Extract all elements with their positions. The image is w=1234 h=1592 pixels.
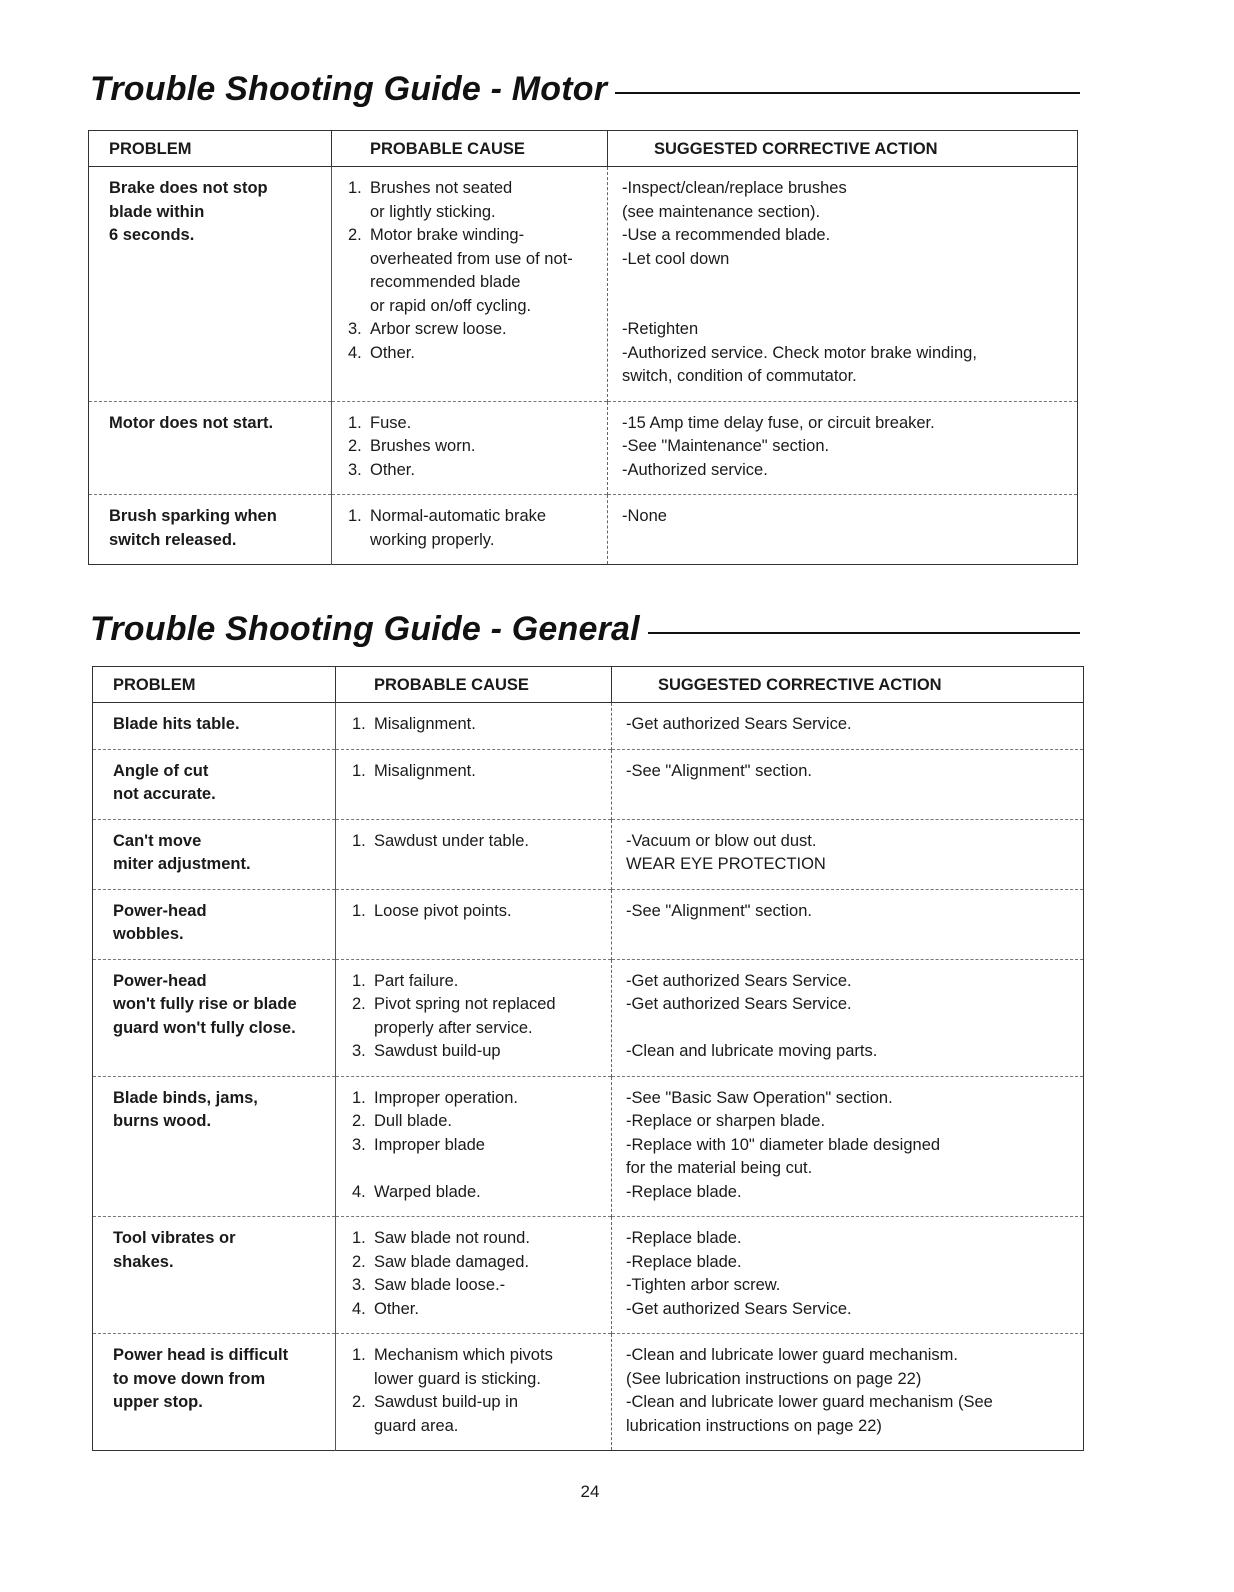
problem-cell bbox=[93, 819, 336, 889]
problem-cell bbox=[93, 1334, 336, 1451]
general-troubleshooting-table bbox=[92, 666, 1084, 1451]
cause-number: 3. bbox=[348, 320, 362, 338]
cause-text: Motor brake winding- bbox=[370, 226, 525, 244]
action-cell bbox=[612, 1076, 1084, 1217]
general-section-title bbox=[90, 610, 1080, 649]
action-text: -Retighten bbox=[622, 320, 699, 338]
action-text: -Get authorized Sears Service. bbox=[626, 995, 852, 1013]
problem-cell bbox=[89, 495, 332, 565]
action-text: -Get authorized Sears Service. bbox=[626, 715, 852, 733]
problem-text: switch released. bbox=[109, 530, 237, 549]
action-text: -See "Alignment" section. bbox=[626, 761, 812, 780]
problem-cell bbox=[93, 749, 336, 819]
cause-text: Other. bbox=[370, 343, 415, 362]
action-text: -Replace or sharpen blade. bbox=[626, 1112, 826, 1130]
cause-text: recommended blade bbox=[370, 273, 521, 291]
problem-cell bbox=[93, 703, 336, 750]
action-text bbox=[622, 295, 1071, 319]
cause-number: 1. bbox=[352, 715, 366, 733]
action-cell bbox=[612, 749, 1084, 819]
cause-number: 1. bbox=[348, 179, 362, 197]
table-row bbox=[93, 819, 1084, 889]
cause-item bbox=[352, 1227, 605, 1251]
table-row bbox=[93, 1076, 1084, 1217]
cause-cell bbox=[336, 1217, 612, 1334]
cause-text: Loose pivot points. bbox=[374, 901, 512, 920]
general-title-text: Trouble Shooting Guide - General bbox=[90, 610, 640, 648]
cause-text: Misalignment. bbox=[374, 761, 476, 780]
cause-item bbox=[352, 1391, 605, 1415]
title-rule bbox=[615, 92, 1080, 94]
problem-text: Blade binds, jams, bbox=[113, 1088, 258, 1107]
problem-text: upper stop. bbox=[113, 1393, 203, 1411]
action-text: for the material being cut. bbox=[626, 1159, 813, 1177]
action-text: -Let cool down bbox=[622, 249, 730, 268]
cause-text: working properly. bbox=[370, 530, 495, 549]
cause-item bbox=[352, 1087, 605, 1111]
cause-number: 2. bbox=[352, 1112, 366, 1130]
table-row bbox=[93, 749, 1084, 819]
action-text: -Clean and lubricate moving parts. bbox=[626, 1042, 878, 1060]
cause-number: 1. bbox=[348, 507, 362, 525]
problem-text: guard won't fully close. bbox=[113, 1018, 296, 1037]
problem-text: Power head is difficult bbox=[113, 1346, 289, 1364]
header-problem: PROBLEM bbox=[93, 667, 336, 703]
cause-item bbox=[352, 993, 605, 1017]
action-text: -15 Amp time delay fuse, or circuit breaker. bbox=[622, 413, 935, 432]
header-corrective-action: SUGGESTED CORRECTIVE ACTION bbox=[608, 131, 1078, 167]
cause-number: 1. bbox=[352, 831, 366, 850]
header-problem: PROBLEM bbox=[89, 131, 332, 167]
cause-item bbox=[352, 970, 605, 994]
action-text: lubrication instructions on page 22) bbox=[626, 1416, 882, 1435]
action-text: -See "Basic Saw Operation" section. bbox=[626, 1088, 893, 1107]
cause-item bbox=[352, 1274, 605, 1298]
cause-text: Part failure. bbox=[374, 971, 459, 990]
cause-number: 1. bbox=[352, 1088, 366, 1107]
table-row bbox=[93, 703, 1084, 750]
action-text: switch, condition of commutator. bbox=[622, 367, 857, 385]
problem-text: miter adjustment. bbox=[113, 855, 251, 873]
action-text: -See "Alignment" section. bbox=[626, 901, 812, 920]
table-row bbox=[89, 401, 1078, 495]
table-row bbox=[93, 1334, 1084, 1451]
cause-number: 3. bbox=[352, 1135, 366, 1154]
header-probable-cause: PROBABLE CAUSE bbox=[336, 667, 612, 703]
action-text: -None bbox=[622, 507, 667, 525]
cause-number: 1. bbox=[348, 413, 362, 432]
title-rule bbox=[648, 632, 1080, 634]
table-row bbox=[89, 167, 1078, 402]
cause-item bbox=[352, 1110, 605, 1134]
page-number: 24 bbox=[580, 1482, 600, 1501]
cause-text: Improper operation. bbox=[374, 1088, 518, 1107]
cause-number: 3. bbox=[352, 1042, 366, 1060]
problem-cell bbox=[93, 1076, 336, 1217]
cause-text: overheated from use of not- bbox=[370, 249, 573, 268]
table-header-row bbox=[89, 131, 1078, 167]
action-text: (see maintenance section). bbox=[622, 202, 821, 221]
cause-item bbox=[348, 177, 601, 201]
general-table-body bbox=[93, 703, 1084, 1451]
cause-number: 3. bbox=[348, 460, 362, 479]
problem-text: Blade hits table. bbox=[113, 715, 240, 733]
problem-text: Power-head bbox=[113, 971, 207, 990]
cause-text: or lightly sticking. bbox=[370, 202, 496, 221]
cause-text: Pivot spring not replaced bbox=[374, 995, 556, 1013]
cause-number: 4. bbox=[348, 343, 362, 362]
problem-text: to move down from bbox=[113, 1369, 266, 1388]
cause-item bbox=[352, 1298, 605, 1322]
cause-item bbox=[352, 1344, 605, 1368]
action-text: -Clean and lubricate lower guard mechanism. bbox=[626, 1346, 958, 1364]
cause-text: guard area. bbox=[374, 1416, 459, 1435]
action-text: -Replace blade. bbox=[626, 1252, 742, 1271]
action-text: -Replace with 10" diameter blade designed bbox=[626, 1135, 941, 1154]
table-row bbox=[93, 959, 1084, 1076]
action-text: -Authorized service. Check motor brake winding, bbox=[622, 343, 977, 362]
cause-number: 2. bbox=[348, 437, 362, 455]
cause-item bbox=[348, 459, 601, 483]
problem-cell bbox=[93, 959, 336, 1076]
cause-item bbox=[348, 505, 601, 529]
problem-text: not accurate. bbox=[113, 785, 216, 803]
header-probable-cause: PROBABLE CAUSE bbox=[332, 131, 608, 167]
cause-item bbox=[348, 342, 601, 366]
action-cell bbox=[612, 1334, 1084, 1451]
cause-text: or rapid on/off cycling. bbox=[370, 296, 532, 315]
cause-cell bbox=[336, 1334, 612, 1451]
cause-number: 1. bbox=[352, 761, 366, 780]
action-text: -Get authorized Sears Service. bbox=[626, 1299, 852, 1318]
problem-text: Motor does not start. bbox=[109, 413, 274, 432]
cause-item bbox=[352, 760, 605, 784]
cause-cell bbox=[336, 819, 612, 889]
action-text: -Authorized service. bbox=[622, 460, 768, 479]
problem-text: Tool vibrates or bbox=[113, 1229, 236, 1247]
action-text: (See lubrication instructions on page 22) bbox=[626, 1369, 922, 1388]
cause-number: 2. bbox=[352, 1393, 366, 1411]
cause-number: 2. bbox=[352, 1252, 366, 1271]
cause-text: Brushes worn. bbox=[370, 437, 476, 455]
action-text: -Use a recommended blade. bbox=[622, 226, 831, 244]
action-text: -See "Maintenance" section. bbox=[622, 437, 830, 455]
cause-text: Warped blade. bbox=[374, 1182, 481, 1201]
cause-text: Saw blade damaged. bbox=[374, 1252, 530, 1271]
motor-table-body bbox=[89, 167, 1078, 565]
cause-number: 4. bbox=[352, 1182, 366, 1201]
table-row bbox=[89, 495, 1078, 565]
action-text bbox=[622, 271, 1071, 295]
action-text: -Tighten arbor screw. bbox=[626, 1276, 781, 1294]
problem-text: Can't move bbox=[113, 831, 202, 850]
action-cell bbox=[608, 401, 1078, 495]
action-cell bbox=[612, 703, 1084, 750]
cause-cell bbox=[336, 959, 612, 1076]
cause-cell bbox=[336, 703, 612, 750]
action-cell bbox=[612, 959, 1084, 1076]
cause-text: Brushes not seated bbox=[370, 179, 513, 197]
cause-text: Improper blade bbox=[374, 1135, 485, 1154]
problem-text: shakes. bbox=[113, 1252, 174, 1271]
action-text: -Inspect/clean/replace brushes bbox=[622, 179, 847, 197]
cause-text: Sawdust under table. bbox=[374, 831, 530, 850]
problem-text: Angle of cut bbox=[113, 761, 209, 780]
cause-text: Sawdust build-up in bbox=[374, 1393, 519, 1411]
action-cell bbox=[608, 495, 1078, 565]
cause-item bbox=[348, 412, 601, 436]
motor-troubleshooting-table bbox=[88, 130, 1078, 565]
cause-text: properly after service. bbox=[374, 1018, 533, 1037]
motor-section-title bbox=[90, 70, 1080, 109]
cause-item bbox=[352, 713, 605, 737]
problem-cell bbox=[93, 889, 336, 959]
cause-text: Mechanism which pivots bbox=[374, 1346, 553, 1364]
problem-cell bbox=[89, 401, 332, 495]
cause-item bbox=[352, 1134, 605, 1158]
action-cell bbox=[612, 819, 1084, 889]
action-text: -Vacuum or blow out dust. bbox=[626, 831, 817, 850]
cause-text: Arbor screw loose. bbox=[370, 320, 507, 338]
cause-text: Fuse. bbox=[370, 413, 412, 432]
cause-text: Normal-automatic brake bbox=[370, 507, 547, 525]
cause-text: Sawdust build-up bbox=[374, 1042, 501, 1060]
action-text bbox=[626, 1017, 1077, 1041]
action-text: -Replace blade. bbox=[626, 1229, 742, 1247]
cause-cell bbox=[336, 749, 612, 819]
cause-text: Other. bbox=[370, 460, 415, 479]
problem-text: Brush sparking when bbox=[109, 507, 277, 525]
cause-number: 3. bbox=[352, 1276, 366, 1294]
action-text: -Replace blade. bbox=[626, 1182, 742, 1201]
cause-cell bbox=[332, 401, 608, 495]
cause-cell bbox=[336, 1076, 612, 1217]
cause-number: 4. bbox=[352, 1299, 366, 1318]
cause-text: Saw blade loose.- bbox=[374, 1276, 506, 1294]
cause-cell bbox=[332, 495, 608, 565]
cause-cell bbox=[332, 167, 608, 402]
cause-number: 1. bbox=[352, 901, 366, 920]
table-header-row bbox=[93, 667, 1084, 703]
cause-text: lower guard is sticking. bbox=[374, 1369, 541, 1388]
header-corrective-action: SUGGESTED CORRECTIVE ACTION bbox=[612, 667, 1084, 703]
cause-text: Dull blade. bbox=[374, 1112, 452, 1130]
problem-text: 6 seconds. bbox=[109, 226, 195, 244]
problem-text: Power-head bbox=[113, 901, 207, 920]
problem-text: burns wood. bbox=[113, 1112, 212, 1130]
cause-text: Other. bbox=[374, 1299, 419, 1318]
problem-text: won't fully rise or blade bbox=[113, 995, 297, 1013]
cause-text bbox=[352, 1157, 605, 1181]
action-cell bbox=[612, 889, 1084, 959]
cause-item bbox=[352, 1040, 605, 1064]
problem-cell bbox=[93, 1217, 336, 1334]
problem-cell bbox=[89, 167, 332, 402]
cause-cell bbox=[336, 889, 612, 959]
table-row bbox=[93, 889, 1084, 959]
cause-item bbox=[352, 1251, 605, 1275]
problem-text: wobbles. bbox=[113, 925, 184, 943]
cause-text: Misalignment. bbox=[374, 715, 476, 733]
cause-number: 1. bbox=[352, 971, 366, 990]
cause-text: Saw blade not round. bbox=[374, 1229, 530, 1247]
cause-number: 1. bbox=[352, 1346, 366, 1364]
problem-text: Brake does not stop bbox=[109, 179, 268, 197]
cause-item bbox=[352, 830, 605, 854]
cause-item bbox=[352, 900, 605, 924]
motor-title-text: Trouble Shooting Guide - Motor bbox=[90, 70, 608, 108]
action-text: WEAR EYE PROTECTION bbox=[626, 855, 826, 873]
table-row bbox=[93, 1217, 1084, 1334]
cause-item bbox=[352, 1181, 605, 1205]
cause-item bbox=[348, 318, 601, 342]
action-cell bbox=[608, 167, 1078, 402]
problem-text: blade within bbox=[109, 202, 205, 221]
action-text: -Clean and lubricate lower guard mechanism (See bbox=[626, 1393, 993, 1411]
cause-number: 1. bbox=[352, 1229, 366, 1247]
cause-number: 2. bbox=[348, 226, 362, 244]
cause-number: 2. bbox=[352, 995, 366, 1013]
action-text: -Get authorized Sears Service. bbox=[626, 971, 852, 990]
cause-item bbox=[348, 224, 601, 248]
action-cell bbox=[612, 1217, 1084, 1334]
cause-item bbox=[348, 435, 601, 459]
